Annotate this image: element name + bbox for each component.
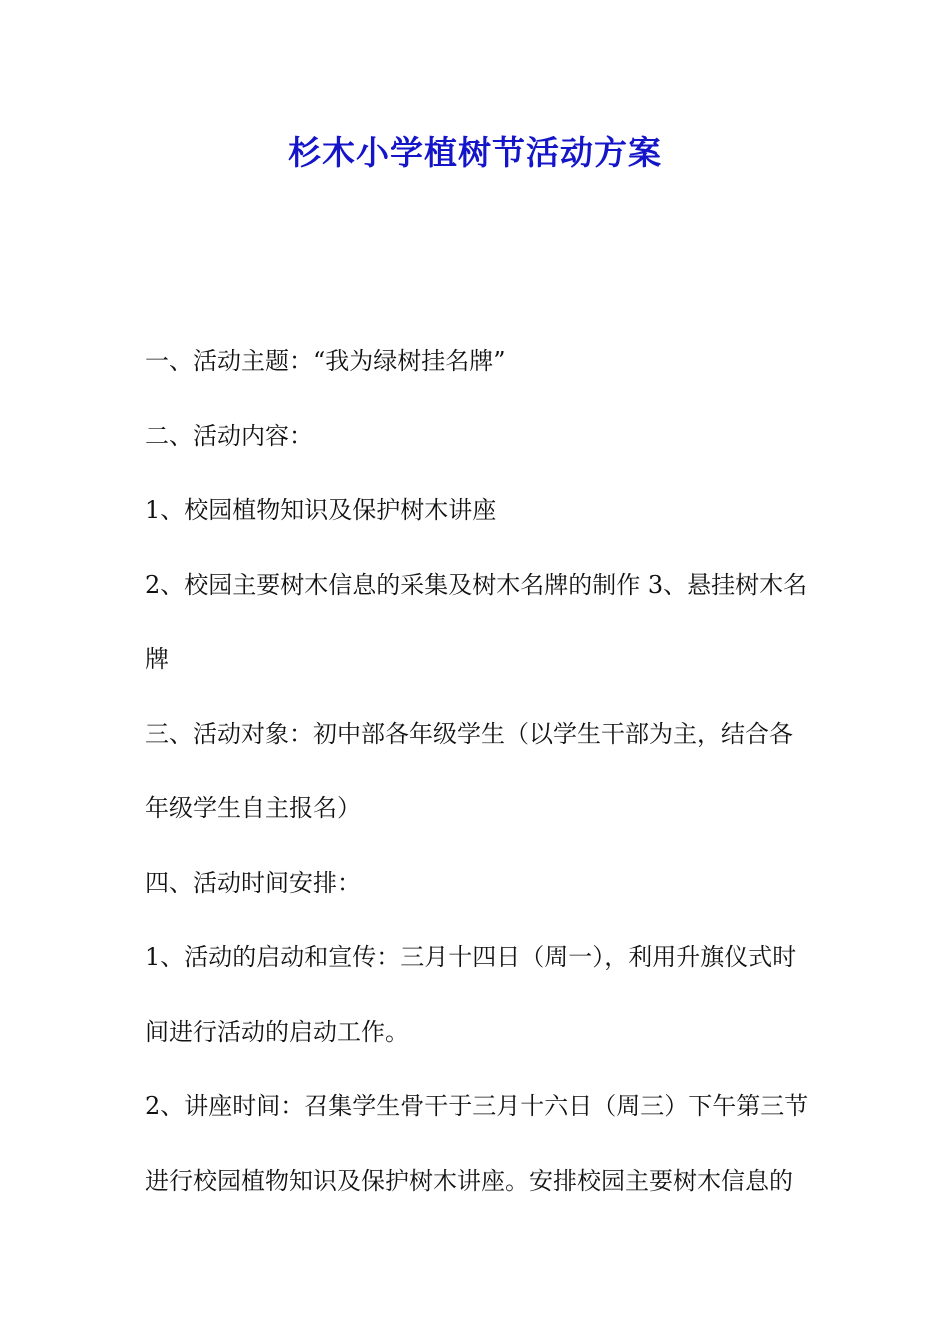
schedule-item-1: 1、活动的启动和宣传：三月十四日（周一），利用升旗仪式时 xyxy=(145,943,797,971)
document-body xyxy=(145,334,810,1228)
document-title: 杉木小学植树节活动方案 xyxy=(288,133,662,172)
content-item-2: 2、校园主要树木信息的采集及树木名牌的制作 3、悬挂树木名 xyxy=(145,570,808,599)
schedule-item-1-continued: 间进行活动的启动工作。 xyxy=(145,1017,409,1046)
section-participants-continued: 年级学生自主报名） xyxy=(145,794,361,822)
content-item-2-continued: 牌 xyxy=(145,645,169,673)
section-content-heading: 二、活动内容： xyxy=(145,421,313,450)
section-theme: 一、活动主题：“我为绿树挂名牌” xyxy=(145,347,506,375)
schedule-item-2: 2、讲座时间：召集学生骨干于三月十六日（周三）下午第三节 xyxy=(145,1092,809,1120)
content-item-1: 1、校园植物知识及保护树木讲座 xyxy=(145,496,497,524)
section-schedule-heading: 四、活动时间安排： xyxy=(145,868,361,897)
section-participants: 三、活动对象：初中部各年级学生（以学生干部为主，结合各 xyxy=(145,719,793,748)
schedule-item-2-continued: 进行校园植物知识及保护树木讲座。安排校园主要树木信息的 xyxy=(145,1166,793,1195)
